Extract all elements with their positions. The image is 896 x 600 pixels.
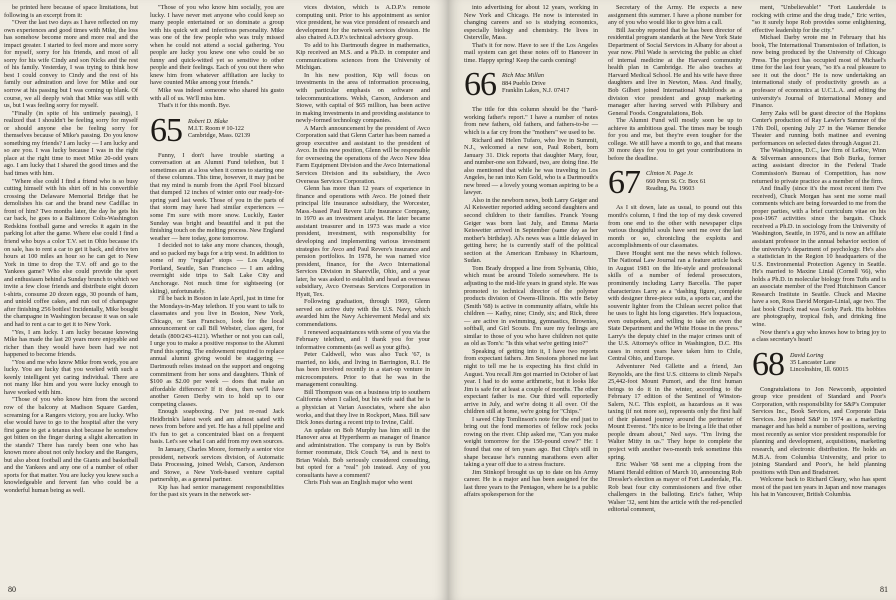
- paragraph: "Where else could I find a friend who is so busy cutting himself with his shirt off in his convertible crossing the Delaware Memorial Bridge that he demolishes his car and the brand new Cadillac in front of him? Two months later, the day he gets his car back, he goes to a Baltimore Colts-Washington Redskins football game and wrecks it again in the parking lot after the game. Where else could I find a friend who buys a color T.V. set in Ohio because it's on sale, has to rent a car to get it back, and drive ten hours at 100 miles an hour so he can get to New York in time to drop the T.V. off and go to the Yankees game? Who else could provide the sport and enthusiasm behind a Sunday brunch to which we invite a few close friends and distribute eight dozen t-shirts, consume 20 dozen eggs, 30 pounds of ham, and untold coffee cakes, and run out of champagne after finishing 256 bottles! Incidentally, Mike bought the champagne in Washington because it was on sale and had to rent a car to get it to New York.: [4, 177, 138, 328]
- paragraph: An update on Bob Murphy has him still in the Hanover area at Hypertherm as manager of finance and administration. The company is run by Bob's former roommate, Dick Couch '64, and is next to Brian Walsh. Bob seriously considered consulting, but opted for a "real" job instead. Any of you consultants have a comment?: [296, 426, 430, 479]
- paragraph: A March announcement by the president of Avco Corporation said that Glenn Carter has been named a group executive and assistant to the president of Avco. In this new position, Glenn will be responsible for overseeing the operations of the Avco New Idea Farm Equipment Division and the Avco International Services Division and its subsidiary, the Avco Overseas Services Corporation.: [296, 124, 430, 185]
- secretary-name: Robert D. Blake: [188, 117, 229, 125]
- paragraph: Welcome back to Richard Cleary, who has spent most of the past ten years in Japan and now manages his hat in Vancouver, British Columbia.: [752, 476, 886, 499]
- paragraph: In his new position, Kip will focus on investments in the area of information processing, with particular emphasis on software and telecommunications. Welsh, Carson, Anderson and Stowe, with capital of $65 million, has been active in making investments in and providing assistance to newly-formed technology companies.: [296, 71, 430, 125]
- address-line: Lincolnshire, Ill. 60015: [790, 366, 849, 374]
- right-column-2: [608, 4, 742, 514]
- paragraph: Chris Fish was an English major who went: [304, 479, 413, 487]
- paragraph: Kip has had senior management responsibilities for the past six years in the network ser-: [150, 483, 284, 499]
- col2b-paragraphs: [150, 152, 284, 499]
- secretary-name: Clinton N. Page Jr.: [646, 170, 694, 178]
- secretary-name: David Loring: [790, 351, 824, 359]
- left-column-2: [150, 4, 284, 499]
- paragraph: I saved Chip Tomlinson's note for the end just to bring out the fond memories of fellow rock jocks rowing on the river. Chip asked me, "Can you make weight tomorrow for the 150-pound crew?" He: I found that one of ten years ago. But Chip's still in shape because he's running marathons even after taking a year off due to a stress fracture.: [464, 415, 598, 469]
- class-address: [502, 70, 569, 94]
- paragraph: Jim Stinkopf brought us up to date on his Army career. He is a major and has been assigned for the last three years to the Pentagon, where he is a public affairs spokesperson for the: [464, 468, 598, 499]
- address-line: 884 Pueblo Drive: [502, 79, 546, 87]
- class-year: 65: [150, 111, 182, 149]
- paragraph: "You and me who know Mike from work, you are lucky. You are lucky that you worked with such a keenly intelligent yet caring individual. There are not many like him and you were lucky enough to have worked with him.: [4, 358, 138, 396]
- paragraph: Mike was indeed someone who shared his gusto with all of us. We'll miss him.: [150, 87, 284, 102]
- paragraph: To add to his Dartmouth degree in mathematics, Kip received an M.S. and a Ph.D. in computer and communications sciences from the University of Michigan.: [296, 41, 430, 72]
- paragraph: Tom Brady dropped a line from Sylvania, Ohio, which must be around Toledo somewhere. He is adjusting to the mid-life years in grand style. He was promoted to technical director of the polymer products division of Owens-Illinois. His wife Betsy (Smith '68) is active in community affairs, while his children — Kathy, nine; Cindy, six; and Rick, three — are active in swimming, gymnastics, Brownies, softball, and Girl Scouts. I'm sure my feelings are similar to those of you who have children not quite as old as Tom's: "Is this what we're getting into?": [464, 264, 598, 348]
- paragraph: "Finally (in spite of his untimely passing), I realized that I shouldn't be feeling sorry for myself or should anyone else be feeling sorry for themselves because of Mike's passing. Do you know something my friends? I am lucky — I am lucky and so are you. I was lucky because I was in the right place at the right time to meet Mike 20-odd years ago. I am lucky that I shared the good times and the bad times with him.: [4, 109, 138, 178]
- right-page: [448, 0, 896, 600]
- paragraph: Peter Caldwell, who was also Tuck '67, is married, no kids, and living in Barrington, R.I. He has been involved recently in a start-up venture in microcomputers. Prior to that he was in the management consulting.: [296, 351, 430, 389]
- paragraph: "Those of you who know him from the second row of the balcony at Madison Square Garden, screaming for a Rangers victory, you are lucky. Who else would have to go to the hospital after the very first game to get a tetanus shot because he somehow got bitten on the finger during a slight altercation in the stands? There has rarely been one who has known more about not only hockey and the Rangers, but also about football and the Giants and basketball and the Yankees and any one of a number of other sports for that matter. You are lucky you knew such a knowledgeable and fervent fan who could be a wonderful human being as well.: [4, 396, 138, 494]
- paragraph: Following graduation, through 1969, Glenn served on active duty with the U.S. Navy, which awarded him the Navy Achievement Medal and six commendations.: [296, 298, 430, 328]
- class-address: [188, 116, 250, 140]
- paragraph: into advertising for about 12 years, working in New York and Chicago. He now is interested in changing careers and so is studying economics, especially biology and chemistry. He lives in Osterville, Mass.: [464, 4, 598, 42]
- address-line: 35 Lancaster Lane: [790, 359, 836, 367]
- paragraph: That's it for this month. Bye.: [158, 102, 231, 110]
- paragraph: "Those of you who know him socially, you are lucky. I have never met anyone who could keep so many people entertained or so dominate a group with his quick wit and infectious personality. Mike was one of the few people who was truly missed when he could not attend a social gathering. You people are lucky you knew one who could be so funny and quick-witted yet so sensitive to other people and their feelings. Each of you out there who knew him from whatever affiliation are lucky to have counted Mike among your friends.": [150, 4, 284, 87]
- secretary-name: Rich Mac Millan: [502, 72, 544, 80]
- col2a-paragraphs: [608, 4, 742, 162]
- class-year: 67: [608, 164, 640, 202]
- paragraph: The Alumni Fund will mostly soon be up to achieve its ambitious goal. The times may be tough for you and me, but they're even tougher for the college. We still have a month to go, and that means 30 more days for you to get your contributions in before the deadline.: [608, 117, 742, 162]
- class-header-68: [752, 345, 886, 383]
- paragraph: That's it for now. Have to see if the Los Angeles mail system can get these notes off to Hanover in time. Happy spring! Keep the cards coming!: [464, 41, 598, 64]
- class-header-67: [608, 164, 742, 202]
- address-line: Cambridge, Mass. 02139: [188, 132, 251, 140]
- paragraph: Adventurer Ned Gillette and a friend, Jan Reynolds, are the first U.S. citizens to climb Nepal's 25,442-foot Mount Pumori, and the first human beings to do it in the winter, according to the February 17 edition of the Sentinel of Winston-Salem, N.C. This exploit, as hazardous as it was taxing (if not more so), represents only the first half of their planned journey around the perimeter of Mount Everest. "It's nice to be living a life that other people dream about," Ned says. "I'm living the Walter Mitty in us." They hope to complete the project with another two-month trek sometime this spring.: [608, 362, 742, 461]
- class-header-66: [464, 66, 598, 104]
- paragraph: Now there's a guy who knows how to bring joy to a class secretary's heart!: [752, 328, 886, 344]
- page-number: 81: [880, 585, 888, 594]
- col3b-paragraphs: [752, 386, 886, 499]
- paragraph: Bill Thompson was on a business trip to southern California when I called, but his wife said that he is a physician at Varian Associates, where she also works, and that they live in Rockport, Mass. Bill saw Dick Jones during a recent trip to Irvine, Calif.: [296, 388, 430, 427]
- paragraph: Michael Darby wrote me in February that his book, The International Transmission of Inflation, is now being produced by the University of Chicago Press. The project has occupied most of Michael's time for the last four years, "so it's a real pleasure to see it out the door." He is now undertaking an international study of productivity growth as a professor of economics at U.C.L.A. and editing the university's Journal of International Money and Finance.: [752, 34, 886, 110]
- paragraph: Glenn has more than 12 years of experience in finance and operations with Avco. He joined their principal life insurance subsidiary, the Worcester, Mass.-based Paul Revere Life Insurance Company, in 1970 as an investment analyst. He later became assistant treasurer and in 1973 was made a vice president, investment, with responsibility for developing and implementing various investment strategies for Avco and Paul Revere's insurance and pension portfolios. In 1978, he was named vice president, finance, for the Avco International Services Division in Shareville, Ohio, and a year later, he was asked to establish and head an overseas subsidiary, Avco Overseas Services Corporation in Hyatt, Tex.: [296, 185, 430, 298]
- left-column-1: [4, 4, 138, 495]
- page-number: 80: [8, 585, 16, 594]
- class-header-65: [150, 111, 284, 149]
- paragraph: Richard and Helen Tufaro, who live in Summit, N.J., welcomed a new son, Paul Robert, born January 31. Dick reports that daughter Mary, four, and number-one son Edward, two, are doing fine. He also mentioned that while he was traveling in Los Angeles, he ran into Ken Gold, who is a Dartmouth's new breed — a lovely young woman aspiring to be a lawyer.: [464, 136, 598, 197]
- address-line: 660 Penn St. Cr. Box 61: [646, 177, 706, 185]
- paragraph: ment, "Unbelievable!" "Fort Lauderdale is rocking with crime and the drug trade," Eric writes, "so it surely hope Rob provides some enlightening, effective leadership for the city.": [752, 4, 886, 34]
- paragraph: Congratulations to Jon Newcomb, appointed group vice president of Standard and Poor's Corporation, with responsibility for S&P's Computer Services Inc., Book Services, and Corporate Data Services. Jon joined S&P in 1974 as a marketing manager and has held a number of positions, serving most recently as senior vice president responsible for planning and development, acquisitions, marketing research, and electronic distribution. He holds an M.B.A. from Columbia University, and prior to joining Standard and Poor's, he held planning positions with Dun and Bradstreet.: [752, 385, 886, 476]
- paragraph: Secretary of the Army. He expects a new assignment this summer. I have a phone number for any of you who would like to give him a call.: [608, 4, 742, 27]
- address-line: Reading, Pa. 19603: [646, 185, 695, 193]
- paragraph: The title for this column should be the "hard-working father's report." I have a number of notes from new fathers, old fathers, and fathers-to-be — which is a far cry from the "mothers" we used to be.: [464, 106, 598, 137]
- address-line: M.I.T. Room # 10-122: [188, 125, 244, 133]
- paragraph: In January, Charles Moore, formerly a senior vice president, network services division, of Automatic Data Processing, joined Welsh, Carson, Anderson and Stowe, a New York-based venture capital partnership, as a general partner.: [150, 445, 284, 484]
- paragraph: The Washington, D.C., law firm of LeRoc, Winn & Silverman announces that Bob Burka, former acting assistant director in the Federal Trade Commission's Bureau of Competition, has now returned to private practice as a member of the firm.: [752, 147, 886, 185]
- paragraph: Dave Hought sent me the news which follows. The National Law Journal ran a feature article back in August 1981 on the life-style and professional skills of a number of federal prosecutors, prominently including Larry Barcella. The paper characterizes Larry as a "dashing figure, complete with designer three-piece suits, a sports car, and the souvenir lighter from the Chilean secret police that he uses to light his long cigarettes. He's loquacious, even outspoken, and willing to take on even the State Department and the White House in the press." Larry's the deputy chief in the major crimes unit of the U.S. Attorney's office in Washington, D.C. His cases in recent years have taken him to Chile, Central Ohio, and Europe.: [608, 249, 742, 363]
- paragraph: vices division, which is A.D.P.'s remote computing unit. Prior to his appointment as senior vice president, he was vice president of research and development for the network services division. He also chaired A.D.P.'s technical advisory group.: [296, 4, 430, 42]
- left-column-3: [296, 4, 430, 487]
- paragraph: Eric Walser '68 sent me a clipping from the Miami Herald edition of March 10, announcing Rob Dressler's election as mayor of Fort Lauderdale, Fla. Rob beat four city commissioners and five other challengers in the balloting. Eric's father, Whip Walser '32, sent him the article with the red-penciled editorial comment,: [608, 461, 742, 514]
- paragraph: I decided not to take any more chances, though, and so packed my bags for a trip west. In addition to some of my "regular" stops — Los Angeles, Portland, Seattle, San Francisco — I am adding overnight side trips to Salt Lake City and Anchorage. Not much time for sightseeing (or skiing), unfortunately.: [150, 242, 284, 295]
- paragraph: "Yes, I am lucky. I am lucky because knowing Mike has made the last 20 years more enjoyable and richer than they would have been had we not happened to become friends.: [4, 328, 138, 359]
- paragraph: Also in the newborn news, both Larry Geiger and Al Keiswetter reported adding second daughters and second children to their families. Franck Young Geiger was born last July, and Emma Maria Keiswetter arrived in September (same day as her mother's birthday). Al's news was a little delayed in getting here; he is currently staff of the political section at the American Embassy in Khartoum, Sudan.: [464, 196, 598, 265]
- paragraph: be printed here because of space limitations, but following is an excerpt from it:: [4, 4, 138, 19]
- paragraph: I'll be back in Boston in late April, just in time for the Mondays-in-May telethon. If you want to talk to classmates and you live in Boston, New York, Chicago, or San Francisco, look for the local announcement or call Bill Webster, class agent, for details (800/243-4121). Whether or not you can call, I urge you to make a positive response to the Alumni Fund this spring. The endowment required to replace annual alumni giving would be staggering — Dartmouth relies instead on the support and ongoing commitment from her sons and daughters. Think of $100 as $2.00 per week — does that make an affordable difference? If it does, then we'll have another Green Derby win to hold up to our competing classes.: [150, 295, 284, 408]
- class-address: [646, 168, 706, 192]
- right-column-1: [464, 4, 598, 499]
- right-column-3: [752, 4, 886, 499]
- paragraph: And finally (since it's the most recent item I've received), Chuck Morgan has sent me some mail comments which are being forwarded to me from the proper parties, with a brief curriculum vitae on his post-1967 activities since the bargain. Chuck received a Ph.D. in sociology from the University of Washington, Seattle, in 1976, and is now an affiliate assistant professor in the annual behavior section of the university's department of psychology. He's also a statistician in the Region 10 headquarters of the U.S. Environmental Protection Agency in Seattle. He's married to Maxine Linial (Cornell '66), who holds a Ph.D. in molecular biology from Tufts and is an associate member of the Fred Hutchinson Cancer Research Institute in Seattle. Chuck and Maxine have a son, Ross David Morgan-Linial, age two. The last book Chuck read was Gorky Park. His hobbies are photography, tropical fish, and drinking fine wine.: [752, 185, 886, 328]
- paragraph: Enough soapboxing. I've just re-read Jack Heidbrink's latest work and am almost sated with news from before and yet. He has a full pipeline and it's fun to get a concentrated blast on a frequent basis. Let's see what I can add from my own sources.: [150, 408, 284, 446]
- class-year: 66: [464, 66, 496, 104]
- paragraph: As I sit down, late as usual, to pound out this month's column, I find the top of my desk covered from one end to the other with newspaper clips various thoughtful souls have sent me over the last month or so, chronicling the exploits and accomplishments of our classmates.: [608, 204, 742, 250]
- class-address: [790, 350, 848, 374]
- paragraph: Speaking of getting into it, I have two reports from expectant fathers. Jim Sessions phoned me last night to tell me he is expecting his first child in August. You recall Jim got married in October of last year. I had to do some arithmetic, but it looks like Jim is safe for at least a couple of months. The other expectant father is me. Our third will reportedly arrive in July, and we're doing it all over. Of the children still at home, we're going for "Chips.": [464, 347, 598, 416]
- paragraph: Funny, I don't have trouble starting a conversation at an Alumni Fund telethon, but I sometimes am at a loss when it comes to starting one of these columns. This time, however, it may just be that my mind is numb from the April Fool blizzard that dumped 12 inches of winter onto our ready-for-spring yard last week. Those of you in the parts of that storm may have had similar experiences — some I'm sure with more snow. Luckily, Easter Sunday was bright and beautiful and it put the finishing touch on the melting process. New England weather — here today, gone tomorrow.: [150, 151, 284, 242]
- col1b-paragraphs: [464, 106, 598, 498]
- col3a-paragraphs: [752, 4, 886, 344]
- address-line: Franklin Lakes, N.J. 07417: [502, 87, 570, 95]
- col1a-paragraphs: [464, 4, 598, 64]
- col2a-paragraphs: [150, 4, 284, 110]
- paragraph: I renewed acquaintances with some of you via the February telethon, and I thank you for your informative comments (as well as your gifts).: [296, 328, 430, 351]
- class-year: 68: [752, 345, 784, 383]
- paragraph: Jerry Zaks will be guest director of the Hopkins Center's production of Ray Lawler's Summer of the 17th Doll, opening July 27 in the Warner Beneke Theater and running both matinee and evening performances on selected dates through August 21.: [752, 109, 886, 147]
- col2b-paragraphs: [608, 204, 742, 513]
- paragraph: "Over the last two days as I have reflected on my own experiences and good times with Mike, the loss has somehow become more and more real and the impact greater. I started to feel more and more sorry for myself, sorry for his friends, and most of all sorry for his wife Cindy and son Nicks and the rest of his family. Yesterday, I was trying to think how best I could convey to Cindy and the rest of his family our admiration and love for Mike and our sorrow at his passing but I was coming up blank. Of course, we all deeply wish that Mike was still with us, but I was feeling sorry for myself.: [4, 19, 138, 110]
- paragraph: Bill Jacoby reported that he has been director of residential program standards at the New York State Department of Social Services in Albany for about a year now. Phil Wade is servicing the public as chief of internal medicine at the Harvard community health plan in Cambridge. He also teaches at Harvard Medical School. He and his wife have three daughters and live in Newton, Mass. And finally, Bob Gilbert joined International Multifoods as a division vice president and group marketing manager after having served with Pillsbury and General Foods. Congratulations, Bob.: [608, 26, 742, 117]
